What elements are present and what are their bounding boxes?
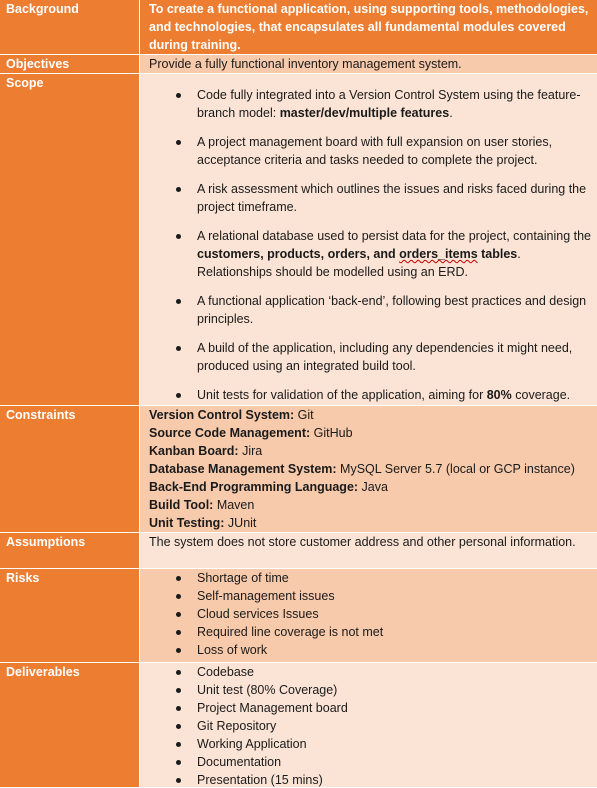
bullet-icon <box>176 706 181 711</box>
constraint-key: Unit Testing: <box>149 516 224 530</box>
item-text: Git Repository <box>197 719 276 733</box>
constraint-value: JUnit <box>224 516 256 530</box>
constraint-line <box>149 496 593 514</box>
list-item <box>149 663 593 681</box>
constraint-key: Version Control System: <box>149 408 294 422</box>
bullet-icon <box>176 576 181 581</box>
item-text: A functional application ‘back-end’, following best practices and design principles. <box>197 294 586 326</box>
row-label-constraints: Constraints <box>0 406 140 533</box>
item-bold-text: 80% <box>487 388 512 402</box>
row-deliverables <box>0 663 597 788</box>
bullet-icon <box>176 234 181 239</box>
item-text: A risk assessment which outlines the issues and risks faced during the project timeframe. <box>197 182 586 214</box>
constraint-value: GitHub <box>310 426 352 440</box>
row-label-scope: Scope <box>0 74 140 406</box>
item-text: Cloud services Issues <box>197 607 319 621</box>
bullet-icon <box>176 742 181 747</box>
constraint-line <box>149 460 593 478</box>
row-objectives <box>0 55 597 74</box>
bullet-icon <box>176 724 181 729</box>
list-item <box>149 292 593 328</box>
list-item <box>149 227 593 281</box>
assumptions-text: The system does not store customer address and other personal information. <box>140 533 597 569</box>
bullet-icon <box>176 93 181 98</box>
list-item <box>149 180 593 216</box>
constraint-value: Git <box>294 408 313 422</box>
item-text: Presentation (15 mins) <box>197 773 323 787</box>
item-text: Documentation <box>197 755 281 769</box>
constraints-cell <box>140 406 597 533</box>
list-item <box>149 605 593 623</box>
list-item <box>149 569 593 587</box>
risks-list <box>149 569 593 659</box>
row-label-objectives: Objectives <box>0 55 140 74</box>
bullet-icon <box>176 393 181 398</box>
bullet-icon <box>176 140 181 145</box>
bullet-icon <box>176 630 181 635</box>
item-bold-text: tables <box>478 247 518 261</box>
spellcheck-flagged-text: orders_items <box>399 247 478 261</box>
list-item <box>149 623 593 641</box>
item-bold-text: customers, products, orders, and <box>197 247 399 261</box>
constraint-key: Build Tool: <box>149 498 213 512</box>
row-label-background: Background <box>0 0 140 55</box>
list-item <box>149 386 593 404</box>
item-text: A build of the application, including any dependencies it might need, produced using an integrated build tool. <box>197 341 572 373</box>
item-text-end: coverage. <box>512 388 570 402</box>
item-text: Loss of work <box>197 643 267 657</box>
bullet-icon <box>176 594 181 599</box>
item-text: Codebase <box>197 665 254 679</box>
list-item <box>149 681 593 699</box>
constraint-key: Kanban Board: <box>149 444 239 458</box>
row-risks <box>0 569 597 663</box>
list-item <box>149 699 593 717</box>
background-text: To create a functional application, using supporting tools, methodologies, and technologies, that encapsulates all fundamental modules covered during training. <box>140 0 597 55</box>
item-text: Required line coverage is not met <box>197 625 383 639</box>
row-scope <box>0 74 597 406</box>
constraint-line <box>149 514 593 532</box>
item-text: Unit tests for validation of the application, aiming for <box>197 388 487 402</box>
item-text-end: . Relationships should be modelled using an ERD. <box>197 247 521 279</box>
list-item <box>149 735 593 753</box>
row-label-assumptions: Assumptions <box>0 533 140 569</box>
row-constraints <box>0 406 597 533</box>
scope-cell <box>140 74 597 406</box>
item-bold-text: master/dev/multiple features <box>280 106 450 120</box>
constraint-value: Java <box>358 480 388 494</box>
list-item <box>149 717 593 735</box>
scope-list <box>149 74 593 404</box>
list-item <box>149 86 593 122</box>
item-text: Self-management issues <box>197 589 335 603</box>
list-item <box>149 339 593 375</box>
list-item <box>149 771 593 787</box>
constraint-value: Maven <box>213 498 254 512</box>
list-item <box>149 587 593 605</box>
row-label-deliverables: Deliverables <box>0 663 140 788</box>
item-text: Shortage of time <box>197 571 289 585</box>
constraint-line <box>149 424 593 442</box>
bullet-icon <box>176 670 181 675</box>
risks-cell <box>140 569 597 663</box>
item-text: A relational database used to persist data for the project, containing the <box>197 229 591 243</box>
constraint-key: Database Management System: <box>149 462 337 476</box>
bullet-icon <box>176 778 181 783</box>
bullet-icon <box>176 688 181 693</box>
row-assumptions <box>0 533 597 569</box>
item-text: Project Management board <box>197 701 348 715</box>
constraint-value: MySQL Server 5.7 (local or GCP instance) <box>337 462 575 476</box>
item-text: Working Application <box>197 737 307 751</box>
constraint-line <box>149 478 593 496</box>
item-text: Unit test (80% Coverage) <box>197 683 337 697</box>
bullet-icon <box>176 648 181 653</box>
item-text: A project management board with full expansion on user stories, acceptance criteria and tasks needed to complete the project. <box>197 135 552 167</box>
constraint-line <box>149 406 593 424</box>
list-item <box>149 753 593 771</box>
constraint-key: Source Code Management: <box>149 426 310 440</box>
bullet-icon <box>176 187 181 192</box>
bullet-icon <box>176 760 181 765</box>
item-text: Code fully integrated into a Version Control System using the feature-branch model: <box>197 88 581 120</box>
row-label-risks: Risks <box>0 569 140 663</box>
constraint-value: Jira <box>239 444 263 458</box>
objectives-text: Provide a fully functional inventory management system. <box>140 55 597 74</box>
constraint-line <box>149 442 593 460</box>
list-item <box>149 133 593 169</box>
deliverables-list <box>149 663 593 787</box>
deliverables-cell <box>140 663 597 788</box>
row-background <box>0 0 597 55</box>
item-text-end: . <box>449 106 452 120</box>
bullet-icon <box>176 346 181 351</box>
constraint-key: Back-End Programming Language: <box>149 480 358 494</box>
list-item <box>149 641 593 659</box>
bullet-icon <box>176 612 181 617</box>
bullet-icon <box>176 299 181 304</box>
